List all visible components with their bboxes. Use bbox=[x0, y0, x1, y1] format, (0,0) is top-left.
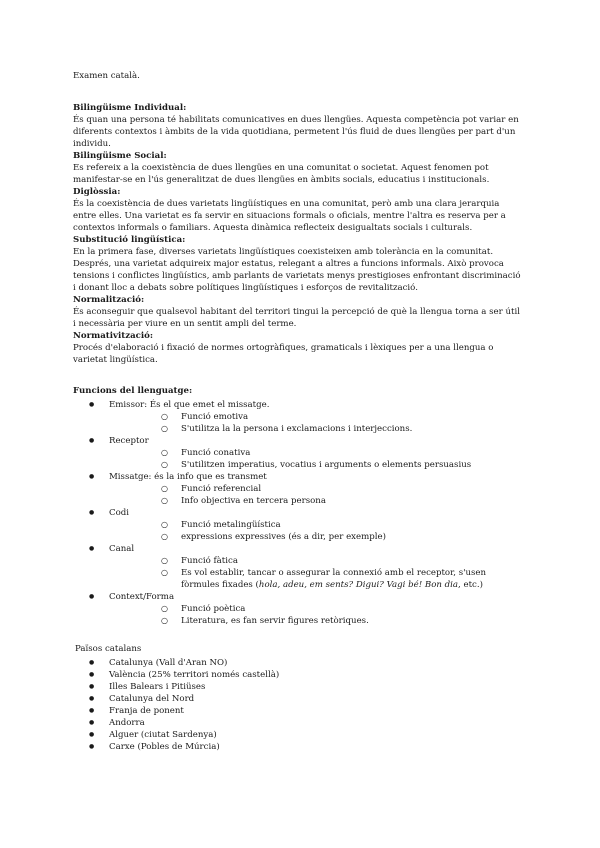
sub-list-item: ○ Literatura, es fan servir figures retòriques. bbox=[109, 615, 525, 627]
list-item: ● Alguer (ciutat Sardenya) bbox=[73, 729, 525, 741]
definition-term: Bilingüisme Individual: bbox=[73, 103, 187, 113]
list-item: ● Carxe (Pobles de Múrcia) bbox=[73, 741, 525, 753]
list-item: ● Missatge: és la info que es transmet ○ Funció referencial ○ Info objectiva en tercera persona bbox=[73, 471, 525, 507]
list-item: ● Franja de ponent bbox=[73, 705, 525, 717]
list-item: ● Canal ○ Funció fàtica ○ Es vol establir, tancar o assegurar la connexió amb el receptor, s'usen fòrmules fixades (hola, adeu, em sents? Digui? Vagi bé! Bon dia, etc.) bbox=[73, 543, 525, 591]
sub-list-item: ○ Funció emotiva bbox=[109, 411, 525, 423]
sub-list-item: ○ expressions expressives (és a dir, per exemple) bbox=[109, 531, 525, 543]
definition-text: És la coexistència de dues varietats lingüístiques en una comunitat, però amb una clara jerarquia entre elles. Una varietat es fa servir en situacions formals o oficials, mentre l'altra es reserva per a contextos informals o familiars. Aquesta dinàmica reflecteix desigualtats socials i culturals. bbox=[73, 199, 506, 233]
funcions-list bbox=[73, 399, 525, 627]
definitions-section bbox=[73, 102, 525, 366]
sub-list-item: ○ Funció conativa bbox=[109, 447, 525, 459]
list-item: ● Catalunya del Nord bbox=[73, 693, 525, 705]
definition-text: És quan una persona té habilitats comunicatives en dues llengües. Aquesta competència pot variar en diferents contextos i àmbits de la vida quotidiana, permetent l'ús fluid de dues llengües per part d'un individu. bbox=[73, 115, 519, 149]
definition-term: Normalització: bbox=[73, 295, 145, 305]
definition-term: Normativització: bbox=[73, 331, 154, 341]
definition-text: Es refereix a la coexistència de dues llengües en una comunitat o societat. Aquest fenomen pot manifestar-se en l'ús generalitzat de dues llengües en àmbits socials, educatius i institucionals. bbox=[73, 163, 490, 185]
list-item: ● Receptor ○ Funció conativa ○ S'utilitzen imperatius, vocatius i arguments o elements persuasius bbox=[73, 435, 525, 471]
definition-text: En la primera fase, diverses varietats lingüístiques coexisteixen amb tolerància en la comunitat. Després, una varietat adquireix major estatus, relegant a altres a funcions informals. Això provoca tensions i conflictes lingüístics, amb parlants de varietats menys prestigioses enfrontant discriminació i donant lloc a debats sobre polítiques lingüístiques i esforços de revitalització. bbox=[73, 247, 521, 293]
definition-term: Bilingüisme Social: bbox=[73, 151, 167, 161]
funcions-heading: Funcions del llenguatge: bbox=[73, 386, 193, 396]
sub-list-item: ○ Info objectiva en tercera persona bbox=[109, 495, 525, 507]
list-item: ● València (25% territori només castellà) bbox=[73, 669, 525, 681]
list-item: ● Catalunya (Vall d'Aran NO) bbox=[73, 657, 525, 669]
list-item: ● Illes Balears i Pitiüses bbox=[73, 681, 525, 693]
document-page bbox=[73, 70, 525, 753]
list-item: ● Codi ○ Funció metalingüística ○ expressions expressives (és a dir, per exemple) bbox=[73, 507, 525, 543]
paisos-heading: Països catalans bbox=[75, 644, 142, 654]
sub-list-item: ○ S'utilitzen imperatius, vocatius i arguments o elements persuasius bbox=[109, 459, 525, 471]
sub-list-item: ○ Es vol establir, tancar o assegurar la connexió amb el receptor, s'usen fòrmules fixades (hola, adeu, em sents? Digui? Vagi bé! Bon dia, etc.) bbox=[109, 567, 525, 591]
sub-list-item: ○ Funció poètica bbox=[109, 603, 525, 615]
document-title: Examen català. bbox=[73, 71, 140, 81]
list-item: ● Emissor: És el que emet el missatge. ○ Funció emotiva ○ S'utilitza la la persona i exclamacions i interjeccions. bbox=[73, 399, 525, 435]
list-item: ● Andorra bbox=[73, 717, 525, 729]
definition-term: Diglòssia: bbox=[73, 187, 121, 197]
sub-list-item: ○ S'utilitza la la persona i exclamacions i interjeccions. bbox=[109, 423, 525, 435]
definition-text: És aconseguir que qualsevol habitant del territori tingui la percepció de què la llengua torna a ser útil i necessària per viure en un sentit ampli del terme. bbox=[73, 307, 520, 329]
paisos-list bbox=[73, 657, 525, 753]
sub-list-item: ○ Funció metalingüística bbox=[109, 519, 525, 531]
sub-list-item: ○ Funció referencial bbox=[109, 483, 525, 495]
sub-list-item: ○ Funció fàtica bbox=[109, 555, 525, 567]
definition-term: Substitució lingüística: bbox=[73, 235, 186, 245]
list-item: ● Context/Forma ○ Funció poètica ○ Literatura, es fan servir figures retòriques. bbox=[73, 591, 525, 627]
definition-text: Procés d'elaboració i fixació de normes ortogràfiques, gramaticals i lèxiques per a una llengua o varietat lingüística. bbox=[73, 343, 494, 365]
